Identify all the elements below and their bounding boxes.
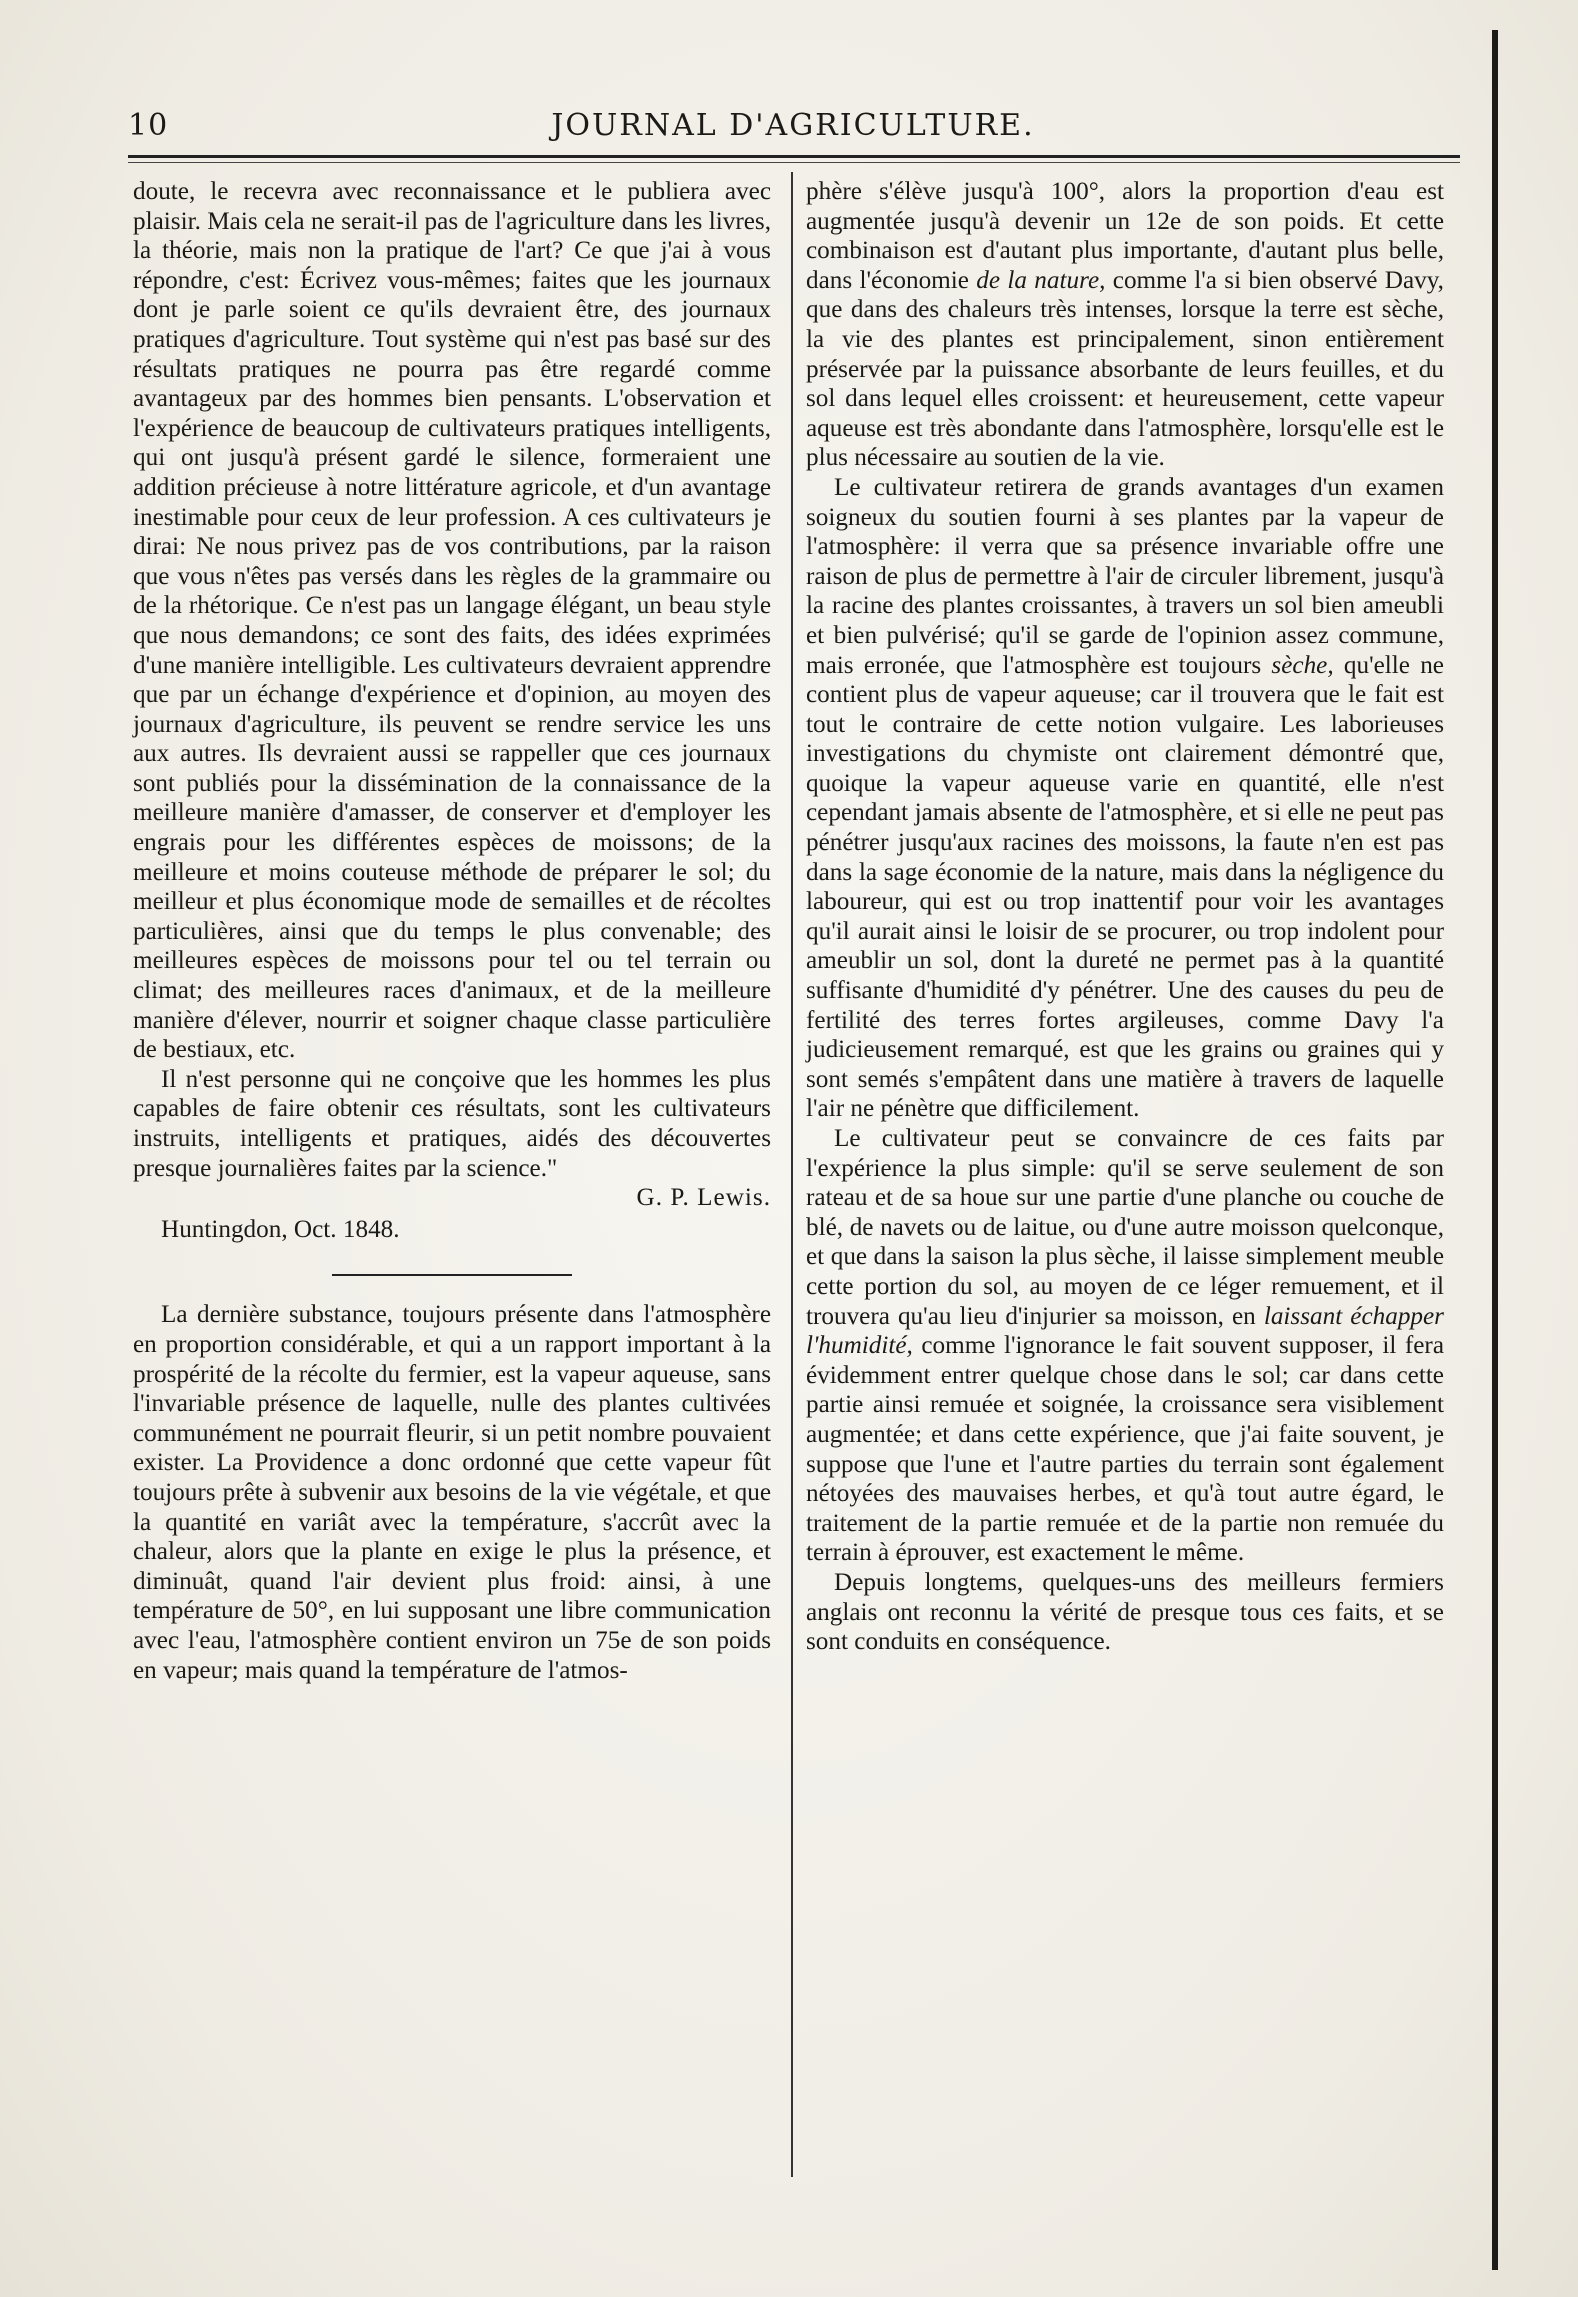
paragraph: Depuis longtems, quelques-uns des meilleurs fermiers anglais ont reconnu la vérité de presque tous ces faits, et se sont conduits en conséquence. bbox=[806, 1568, 1444, 1656]
text-run: qu'elle ne contient plus de vapeur aqueuse; car il trouvera que le fait est tout le contraire de cette notion vulgaire. Les laborieuses investigations du chymiste ont clairement démontré que, quoique la vapeur aqueuse varie en quantité, elle n'est cependant jamais absente de l'atmosphère, et si elle ne peut pas pénétrer jusqu'aux racines des moissons, la faute n'en est pas dans la sage économie de la nature, mais dans la négligence du laboureur, qui est ou trop inattentif pour voir les avantages qu'il aurait ainsi le loisir de se procurer, ou trop indolent pour ameublir un sol, dont la dureté ne permet pas à la quantité suffisante d'humidité d'y pénétrer. Une des causes du peu de fertilité des terres fortes argileuses, comme Davy l'a judicieusement remarqué, est que les grains ou graines qui y sont semés s'empâtent dans une matière à travers de laquelle l'air ne pénètre que difficilement. bbox=[806, 651, 1444, 1123]
journal-title: JOURNAL D'AGRICULTURE. bbox=[551, 108, 1035, 143]
place-date: Huntingdon, Oct. 1848. bbox=[161, 1215, 400, 1243]
right-column bbox=[806, 177, 1444, 1657]
author-signature: G. P. Lewis. bbox=[636, 1184, 771, 1212]
page-header bbox=[128, 108, 1458, 148]
header-rule-thin bbox=[128, 162, 1460, 163]
italic-text: laissant échapper l'humidité, bbox=[806, 1302, 1444, 1360]
header-rule-thick bbox=[128, 155, 1460, 158]
text-run: phère s'élève jusqu'à 100°, alors la proportion d'eau est augmentée jusqu'à devenir un 12e de son poids. Et cette combinaison est d'autant plus importante, d'autant plus belle, dans l'économie bbox=[806, 178, 1444, 294]
section-divider bbox=[332, 1274, 572, 1276]
paragraph bbox=[806, 177, 1444, 473]
italic-text: sèche, bbox=[1271, 651, 1334, 679]
paragraph: Il n'est personne qui ne conçoive que les hommes les plus capables de faire obtenir ces résultats, sont les cultivateurs instruits, intelligents et pratiques, aidés des découvertes presque journalières faites par la science." bbox=[133, 1065, 771, 1182]
text-run: comme l'a si bien observé Davy, que dans des chaleurs très intenses, lorsque la terre est sèche, la vie des plantes est principalement, sinon entièrement préservée par la puissance absorbante de leurs feuilles, et du sol dans lequel elles croissent: et heureusement, cette vapeur aqueuse est très abondante dans l'atmosphère, lorsqu'elle est le plus nécessaire au soutien de la vie. bbox=[806, 266, 1444, 472]
paragraph: doute, le recevra avec reconnaissance et le publiera avec plaisir. Mais cela ne serait-il pas de l'agriculture dans les livres, la théorie, mais non la pratique de l'art? Ce que j'ai à vous répondre, c'est: Écrivez vous-mêmes; faites que les journaux dont je parle soient ce qu'ils devraient être, des journaux pratiques d'agriculture. Tout système qui n'est pas basé sur des résultats pratiques ne pourra pas être regardé comme avantageux par des hommes bien pensants. L'observation et l'expérience de beaucoup de cultivateurs pratiques intelligents, qui ont jusqu'à présent gardé le silence, formeraient une addition précieuse à notre littérature agricole, et d'un avantage inestimable pour ceux de leur profession. A ces cultivateurs je dirai: Ne nous privez pas de vos contributions, par la raison que vous n'êtes pas versés dans les règles de la grammaire ou de la rhétorique. Ce n'est pas un langage élégant, un beau style que nous demandons; ce sont des faits, des idées exprimées d'une manière intelligible. Les cultivateurs devraient apprendre que par un échange d'expérience et d'opinion, au moyen des journaux d'agriculture, ils peuvent se rendre service les uns aux autres. Ils devraient aussi se rappeller que ces journaux sont publiés pour la dissémination de la connaissance de la meilleure manière d'amasser, de conserver et d'employer les engrais pour les différentes espèces de moissons; de la meilleure et moins couteuse méthode de préparer le sol; du meilleur et plus économique mode de semailles et de récoltes particulières, ainsi que du temps le plus convenable; des meilleures espèces de moissons pour tel ou tel terrain ou climat; des meilleures races d'animaux, et de la meilleure manière d'élever, nourrir et soigner chaque classe particulière de bestiaux, etc. bbox=[133, 178, 771, 1064]
column-separator bbox=[791, 172, 793, 2177]
text-run: Le cultivateur peut se convaincre de ces faits par l'expérience la plus simple: qu'il se serve seulement de son rateau et de sa houe sur une partie d'une planche ou couche de blé, de navets ou de laitue, ou d'une autre moisson quelconque, et que dans la saison la plus sèche, il laisse simplement meuble cette portion du sol, au moyen de ce léger remuement, et il trouvera qu'au lieu d'injurier sa moisson, en bbox=[806, 1125, 1444, 1330]
text-run: comme l'ignorance le fait souvent supposer, il fera évidemment entrer quelque chose dans le sol; car dans cette partie ainsi remuée et soignée, la croissance sera visiblement augmentée; et dans cette expérience, que j'ai faite souvent, je suppose que l'une et l'autre parties du terrain sont également nétoyées des mauvaises herbes, et qu'à tout autre égard, le traitement de la partie remuée et de la partie non remuée du terrain à éprouver, est exactement le même. bbox=[806, 1332, 1444, 1567]
paragraph bbox=[806, 1124, 1444, 1568]
paragraph: La dernière substance, toujours présente dans l'atmosphère en proportion considérable, et qui a un rapport important à la prospérité de la récolte du fermier, est la vapeur aqueuse, sans l'invariable présence de laquelle, nulle des plantes cultivées communément ne pourrait fleurir, si un petit nombre pouvaient exister. La Providence a donc ordonné que cette vapeur fût toujours prête à subvenir aux besoins de la vie végétale, et que la quantité en variât avec la température, s'accrût avec la chaleur, alors que la plante en exige le plus la présence, et diminuât, quand l'air devient plus froid: ainsi, à une température de 50°, en lui supposant une libre communication avec l'eau, l'atmosphère contient environ un 75e de son poids en vapeur; mais quand la température de l'atmos- bbox=[133, 1301, 771, 1684]
paragraph bbox=[806, 473, 1444, 1124]
italic-text: de la nature, bbox=[976, 266, 1106, 294]
page-edge-shadow bbox=[1492, 30, 1498, 2270]
left-column bbox=[133, 177, 771, 1685]
page-number: 10 bbox=[128, 108, 169, 143]
text-run: Le cultivateur retirera de grands avantages d'un examen soigneux du soutien fourni à ses plantes par la vapeur de l'atmosphère: il verra que sa présence invariable offre une raison de plus de permettre à l'air de circuler librement, jusqu'à la racine des plantes croissantes, à travers un sol bien ameubli et bien pulvérisé; qu'il se garde de l'opinion assez commune, mais erronée, que l'atmosphère est toujours bbox=[806, 473, 1444, 679]
